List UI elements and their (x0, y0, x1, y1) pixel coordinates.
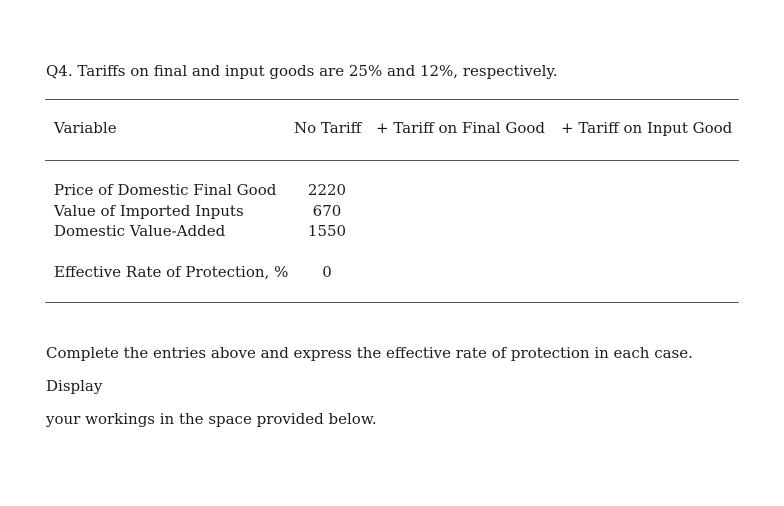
row-label-imported-inputs: Value of Imported Inputs (54, 202, 244, 220)
table-bottom-rule (45, 302, 739, 303)
instructions-line-2: your workings in the space provided below. (46, 410, 377, 428)
instructions-line-1: Complete the entries above and express the effective rate of protection in each case. Display (46, 344, 693, 395)
row-label-effective-rate: Effective Rate of Protection, % (54, 263, 289, 281)
question-text: Q4. Tariffs on final and input goods are 25% and 12%, respectively. (46, 62, 558, 80)
column-header-tariff-input-good: + Tariff on Input Good (561, 119, 733, 137)
value-effective-rate-no-tariff: 0 (322, 263, 332, 281)
value-imported-inputs-no-tariff: 670 (312, 202, 342, 220)
column-header-variable: Variable (54, 119, 117, 137)
instructions-text (46, 337, 746, 436)
row-label-domestic-value-added: Domestic Value-Added (54, 222, 226, 240)
table-top-rule (45, 99, 739, 100)
column-header-tariff-final-good: + Tariff on Final Good (376, 119, 545, 137)
value-price-final-good-no-tariff: 2220 (307, 181, 347, 199)
table-header-rule (45, 160, 739, 161)
row-label-price-final-good: Price of Domestic Final Good (54, 181, 277, 199)
column-header-no-tariff: No Tariff (294, 119, 362, 137)
value-domestic-value-added-no-tariff: 1550 (307, 222, 347, 240)
